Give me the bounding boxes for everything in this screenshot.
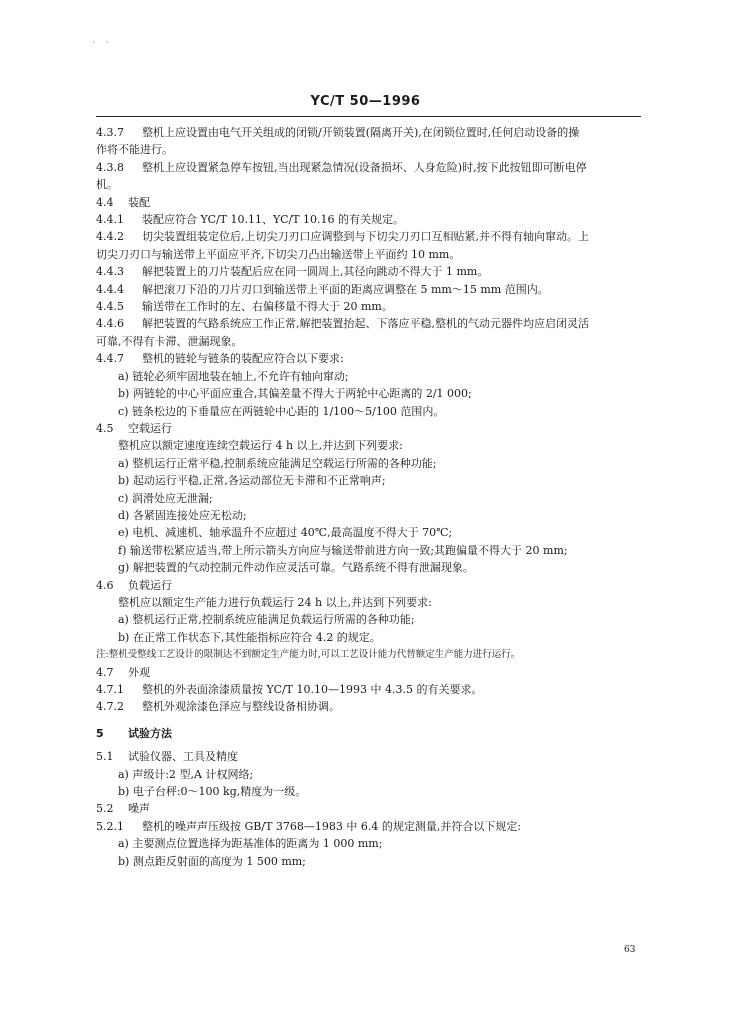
- clause-number: 4.7: [96, 665, 114, 679]
- clause-number: 4.3.8: [96, 160, 124, 174]
- clause-text: 负载运行: [128, 578, 172, 592]
- list-item: d) 各紧固连接处应无松动;: [118, 508, 247, 522]
- clause-text: 装配: [128, 195, 150, 209]
- clause-number: 4.4.5: [96, 300, 124, 314]
- clause-text: 解把滚刀下沿的刀片刃口到输送带上平面的距离应调整在 5 mm～15 mm 范围内。: [142, 282, 549, 296]
- list-item: c) 润滑处应无泄漏;: [118, 491, 213, 505]
- clause-line: [96, 194, 644, 211]
- clause-number: 4.3.7: [96, 126, 124, 139]
- clause-text: 切尖装置组装定位后,上切尖刀刃口应调整到与下切尖刀刃口互相贴紧,并不得有轴向窜动。上: [142, 230, 589, 244]
- clause-text: 解把装置的气路系统应工作正常,解把装置抬起、下落应平稳,整机的气动元器件均应启闭灵活: [142, 317, 589, 331]
- list-item: b) 在正常工作状态下,其性能指标应符合 4.2 的规定。: [118, 630, 381, 644]
- list-item: c) 链条松边的下垂量应在两链轮中心距的 1/100～5/100 范围内。: [118, 404, 445, 418]
- clause-line: [96, 159, 644, 176]
- list-item: b) 起动运行平稳,正常,各运动部位无卡滞和不正常响声;: [118, 474, 386, 488]
- clause-line: [96, 281, 644, 298]
- scan-specks: · ·: [92, 38, 113, 48]
- clause-text: 整机的外表面涂漆质量按 YC/T 10.10—1993 中 4.3.5 的有关要求。: [142, 683, 483, 696]
- clause-number: 4.5: [96, 421, 114, 435]
- clause-line: [96, 664, 644, 681]
- clause-text: 空载运行: [128, 421, 172, 435]
- continuation-line: 切尖刀刃口与输送带上平面应平齐,下切尖刀凸出输送带上平面约 10 mm。: [96, 247, 461, 261]
- clause-number: 5.2.1: [96, 819, 124, 833]
- list-item: b) 两链轮的中心平面应重合,其偏差量不得大于两轮中心距离的 2/1 000;: [118, 387, 472, 401]
- header-rule: [96, 116, 641, 117]
- clause-line: [96, 211, 644, 228]
- continuation-line: 可靠,不得有卡滞、泄漏现象。: [96, 334, 243, 348]
- clause-text: 外观: [128, 665, 150, 679]
- clause-line: [96, 350, 644, 367]
- list-item: a) 声级计:2 型,A 计权网络;: [118, 767, 254, 781]
- list-item: a) 链轮必须牢固地装在轴上,不允许有轴向窜动;: [118, 369, 349, 383]
- clause-text: 整机上应设置紧急停车按钮,当出现紧急情况(设备损坏、人身危险)时,按下此按钮即可断电停: [142, 160, 587, 174]
- list-item: a) 整机运行正常平稳,控制系统应能满足空载运行所需的各种功能;: [118, 456, 437, 470]
- clause-number: 4.7.2: [96, 700, 124, 714]
- list-item: g) 解把装置的气动控制元件动作应灵活可靠。气路系统不得有泄漏现象。: [118, 561, 474, 575]
- clause-number: 4.4.6: [96, 317, 124, 331]
- clause-text: 输送带在工作时的左、右偏移量不得大于 20 mm。: [142, 300, 393, 314]
- clause-number: 4.4.3: [96, 265, 124, 279]
- clause-line: [96, 577, 644, 594]
- note-line: 注:整机受整线工艺设计的限制达不到额定生产能力时,可以工艺设计能力代替额定生产能力进行运行。: [96, 649, 521, 661]
- standard-code-header: YC/T 50—1996: [310, 94, 421, 109]
- clause-text: 试验方法: [128, 726, 172, 740]
- list-item: a) 主要测点位置选择为距基准体的距离为 1 000 mm;: [118, 837, 383, 851]
- clause-number: 4.7.1: [96, 683, 124, 696]
- clause-line: [96, 263, 644, 280]
- clause-line: [96, 818, 644, 835]
- list-item: a) 整机运行正常,控制系统应能满足负载运行所需的各种功能;: [118, 613, 415, 627]
- clause-text: 试验仪器、工具及精度: [128, 750, 238, 764]
- list-item: f) 输送带松紧应适当,带上所示箭头方向应与输送带前进方向一致;其跑偏量不得大于 20 mm;: [118, 543, 568, 557]
- clause-line: [96, 228, 644, 245]
- clause-line: [96, 420, 644, 437]
- list-item: e) 电机、减速机、轴承温升不应超过 40℃,最高温度不得大于 70℃;: [118, 526, 453, 540]
- list-item: b) 电子台秤:0～100 kg,精度为一级。: [118, 785, 307, 799]
- clause-number: 4.4.7: [96, 352, 124, 366]
- clause-number: 5.2: [96, 802, 114, 816]
- clause-text: 解把装置上的刀片装配后应在同一圆周上,其径向跳动不得大于 1 mm。: [142, 265, 489, 279]
- continuation-line: 机。: [96, 178, 118, 192]
- clause-text: 噪声: [128, 802, 150, 816]
- clause-text: 整机的链轮与链条的装配应符合以下要求:: [142, 352, 344, 366]
- clause-line: [96, 681, 644, 698]
- clause-text: 整机的噪声声压级按 GB/T 3768—1983 中 6.4 的规定测量,并符合以下规定:: [142, 819, 522, 833]
- clause-line: [96, 698, 644, 715]
- clause-line: [96, 748, 644, 765]
- clause-line: [96, 315, 644, 332]
- section-heading: [96, 725, 644, 742]
- document-body: [96, 124, 644, 870]
- clause-number: 5.1: [96, 750, 114, 764]
- clause-line: [96, 800, 644, 817]
- list-item: 整机应以额定速度连续空载运行 4 h 以上,并达到下列要求:: [118, 439, 403, 453]
- list-item: 整机应以额定生产能力进行负载运行 24 h 以上,并达到下列要求:: [118, 595, 432, 609]
- clause-text: 整机上应设置由电气开关组成的闭锁/开锁装置(隔离开关),在闭锁位置时,任何启动设备的操: [142, 126, 580, 139]
- clause-line: [96, 298, 644, 315]
- page-number: 63: [624, 945, 636, 955]
- clause-number: 5: [96, 726, 104, 740]
- clause-number: 4.4.4: [96, 282, 124, 296]
- clause-text: 装配应符合 YC/T 10.11、YC/T 10.16 的有关规定。: [142, 213, 405, 227]
- clause-line: [96, 124, 644, 141]
- list-item: b) 测点距反射面的高度为 1 500 mm;: [118, 854, 306, 868]
- clause-number: 4.4.1: [96, 213, 124, 227]
- continuation-line: 作将不能进行。: [96, 143, 173, 157]
- clause-number: 4.4.2: [96, 230, 124, 244]
- clause-number: 4.6: [96, 578, 114, 592]
- clause-text: 整机外观涂漆色泽应与整线设备相协调。: [142, 700, 340, 714]
- clause-number: 4.4: [96, 195, 114, 209]
